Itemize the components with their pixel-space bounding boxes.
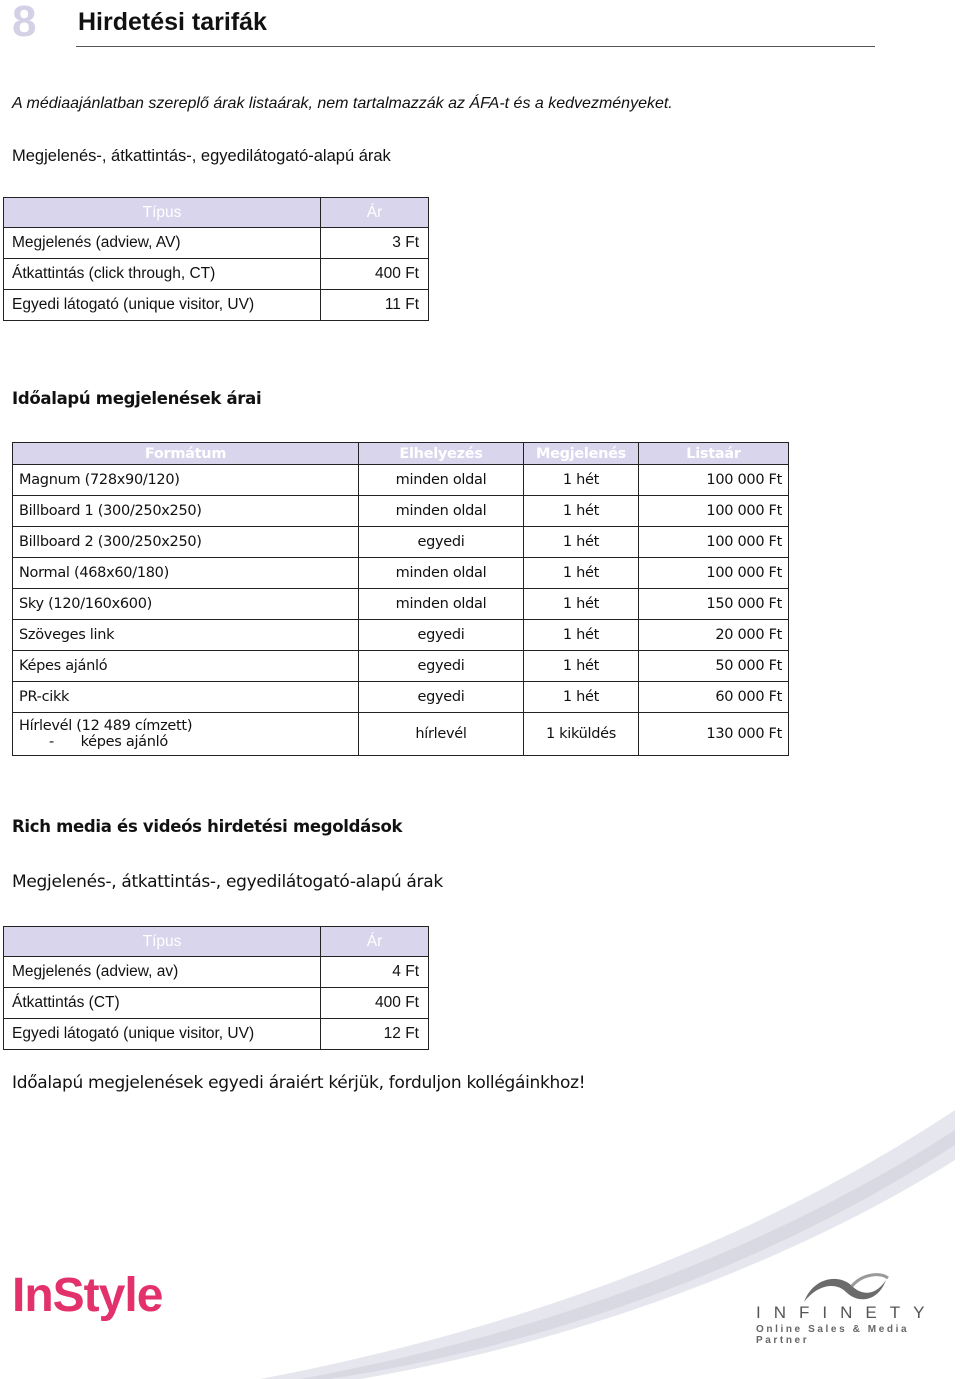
infinety-logo-tagline: Online Sales & Media Partner (756, 1324, 910, 1346)
cell-format: Billboard 2 (300/250x250) (13, 527, 359, 558)
table-header-row (4, 198, 429, 228)
table-row (4, 1019, 429, 1050)
cell-format: Szöveges link (13, 620, 359, 651)
newsletter-format-line1: Hírlevél (12 489 címzett) (19, 718, 193, 734)
cell-appearance: 1 hét (524, 651, 639, 682)
newsletter-format-item: képes ajánló (80, 734, 168, 750)
cell-type: Átkattintás (click through, CT) (4, 259, 321, 290)
table-row (13, 465, 789, 496)
table-row (4, 228, 429, 259)
cell-price: 11 Ft (321, 290, 429, 321)
cell-placement: egyedi (359, 651, 524, 682)
cell-placement: egyedi (359, 620, 524, 651)
table-row (13, 651, 789, 682)
column-header-placement: Elhelyezés (359, 443, 524, 465)
cell-list-price: 100 000 Ft (639, 465, 789, 496)
table-row (13, 496, 789, 527)
page-number: 8 (12, 0, 37, 46)
table-header-row (4, 927, 429, 957)
cell-placement: minden oldal (359, 496, 524, 527)
section-subheading-pricing-models: Megjelenés-, átkattintás-, egyedilátogató-alapú árak (12, 872, 443, 892)
cell-type: Egyedi látogató (unique visitor, UV) (4, 290, 321, 321)
table-header-row (13, 443, 789, 465)
table-row (13, 589, 789, 620)
cell-price: 4 Ft (321, 957, 429, 988)
cell-price: 3 Ft (321, 228, 429, 259)
page-title: Hirdetési tarifák (78, 8, 267, 36)
column-header-appearance: Megjelenés (524, 443, 639, 465)
cell-appearance: 1 hét (524, 558, 639, 589)
cell-type: Átkattintás (CT) (4, 988, 321, 1019)
column-header-price: Ár (321, 927, 429, 957)
table-row (13, 558, 789, 589)
cell-type: Egyedi látogató (unique visitor, UV) (4, 1019, 321, 1050)
cell-format: Sky (120/160x600) (13, 589, 359, 620)
rich-media-pricing-table (3, 926, 429, 1050)
bullet-dash: - (49, 734, 54, 750)
column-header-type: Típus (4, 198, 321, 228)
section-heading-time-based: Időalapú megjelenések árai (12, 389, 262, 408)
cell-format: PR-cikk (13, 682, 359, 713)
cell-format (13, 713, 359, 756)
table-row (4, 290, 429, 321)
cell-format: Magnum (728x90/120) (13, 465, 359, 496)
cell-appearance: 1 hét (524, 682, 639, 713)
cell-placement: minden oldal (359, 589, 524, 620)
cell-list-price: 20 000 Ft (639, 620, 789, 651)
cell-type: Megjelenés (adview, av) (4, 957, 321, 988)
column-header-list-price: Listaár (639, 443, 789, 465)
cell-appearance: 1 hét (524, 620, 639, 651)
section-heading-pricing-models: Megjelenés-, átkattintás-, egyedilátogató-alapú árak (12, 147, 391, 165)
cell-list-price: 100 000 Ft (639, 558, 789, 589)
cell-list-price: 150 000 Ft (639, 589, 789, 620)
cell-price: 12 Ft (321, 1019, 429, 1050)
table-row (4, 988, 429, 1019)
column-header-price: Ár (321, 198, 429, 228)
infinety-logo-wordmark: INFINETY (756, 1303, 938, 1322)
pricing-model-table (3, 197, 429, 321)
cell-price: 400 Ft (321, 988, 429, 1019)
newsletter-format-line2 (19, 734, 350, 750)
time-based-pricing-table (12, 442, 789, 756)
cell-appearance: 1 kiküldés (524, 713, 639, 756)
cell-list-price: 100 000 Ft (639, 527, 789, 558)
cell-appearance: 1 hét (524, 465, 639, 496)
cell-placement: minden oldal (359, 558, 524, 589)
contact-footnote: Időalapú megjelenések egyedi áraiért kérjük, forduljon kollégáinkhoz! (12, 1073, 586, 1093)
cell-price: 400 Ft (321, 259, 429, 290)
cell-appearance: 1 hét (524, 589, 639, 620)
cell-list-price: 50 000 Ft (639, 651, 789, 682)
table-row (13, 682, 789, 713)
infinety-mark-icon (800, 1272, 890, 1306)
cell-type: Megjelenés (adview, AV) (4, 228, 321, 259)
cell-format: Képes ajánló (13, 651, 359, 682)
cell-list-price: 130 000 Ft (639, 713, 789, 756)
cell-placement: hírlevél (359, 713, 524, 756)
instyle-logo: InStyle (12, 1269, 163, 1322)
cell-appearance: 1 hét (524, 527, 639, 558)
table-row-newsletter (13, 713, 789, 756)
table-row (13, 620, 789, 651)
cell-appearance: 1 hét (524, 496, 639, 527)
cell-format: Billboard 1 (300/250x250) (13, 496, 359, 527)
table-row (4, 259, 429, 290)
cell-list-price: 100 000 Ft (639, 496, 789, 527)
table-row (4, 957, 429, 988)
cell-placement: egyedi (359, 527, 524, 558)
section-heading-rich-media: Rich media és videós hirdetési megoldások (12, 817, 403, 836)
title-divider (76, 46, 875, 47)
column-header-type: Típus (4, 927, 321, 957)
cell-list-price: 60 000 Ft (639, 682, 789, 713)
cell-format: Normal (468x60/180) (13, 558, 359, 589)
cell-placement: egyedi (359, 682, 524, 713)
table-row (13, 527, 789, 558)
cell-placement: minden oldal (359, 465, 524, 496)
column-header-format: Formátum (13, 443, 359, 465)
price-disclaimer: A médiaajánlatban szereplő árak listaárak, nem tartalmazzák az ÁFA-t és a kedvezményeket. (12, 95, 673, 112)
